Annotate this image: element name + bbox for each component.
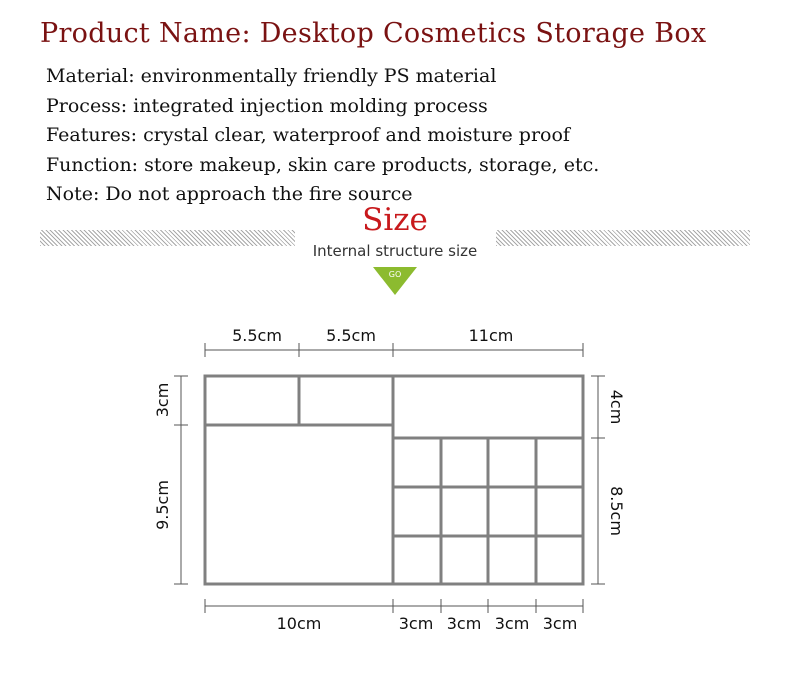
dim-top-1: 5.5cm [232,326,282,345]
dim-bottom-1: 10cm [276,614,322,633]
left-dimension-line [174,376,188,584]
go-label: GO [388,270,402,279]
right-dimension-line [591,376,605,584]
spec-function: Function: store makeup, skin care products, storage, etc. [46,153,600,176]
spec-process: Process: integrated injection molding process [46,94,488,117]
top-dimension-line [205,343,583,357]
dim-right-1: 4cm [607,389,626,425]
size-subtitle: Internal structure size [312,242,478,260]
dim-top-3: 11cm [468,326,514,345]
spec-material: Material: environmentally friendly PS material [46,65,497,87]
dim-right-2: 8.5cm [607,486,626,536]
dim-top-2: 5.5cm [326,326,376,345]
size-heading: Size [362,202,428,238]
dim-bottom-5: 3cm [542,614,578,633]
spec-features: Features: crystal clear, waterproof and moisture proof [46,124,570,146]
dim-bottom-4: 3cm [494,614,530,633]
dim-bottom-2: 3cm [398,614,434,633]
box-outline [205,376,583,584]
spec-note: Note: Do not approach the fire source [46,183,413,205]
product-title: Product Name: Desktop Cosmetics Storage Box [40,18,707,49]
dim-left-2: 9.5cm [153,480,172,530]
dim-bottom-3: 3cm [446,614,482,633]
dim-left-1: 3cm [153,382,172,418]
bottom-dimension-line [205,599,583,613]
